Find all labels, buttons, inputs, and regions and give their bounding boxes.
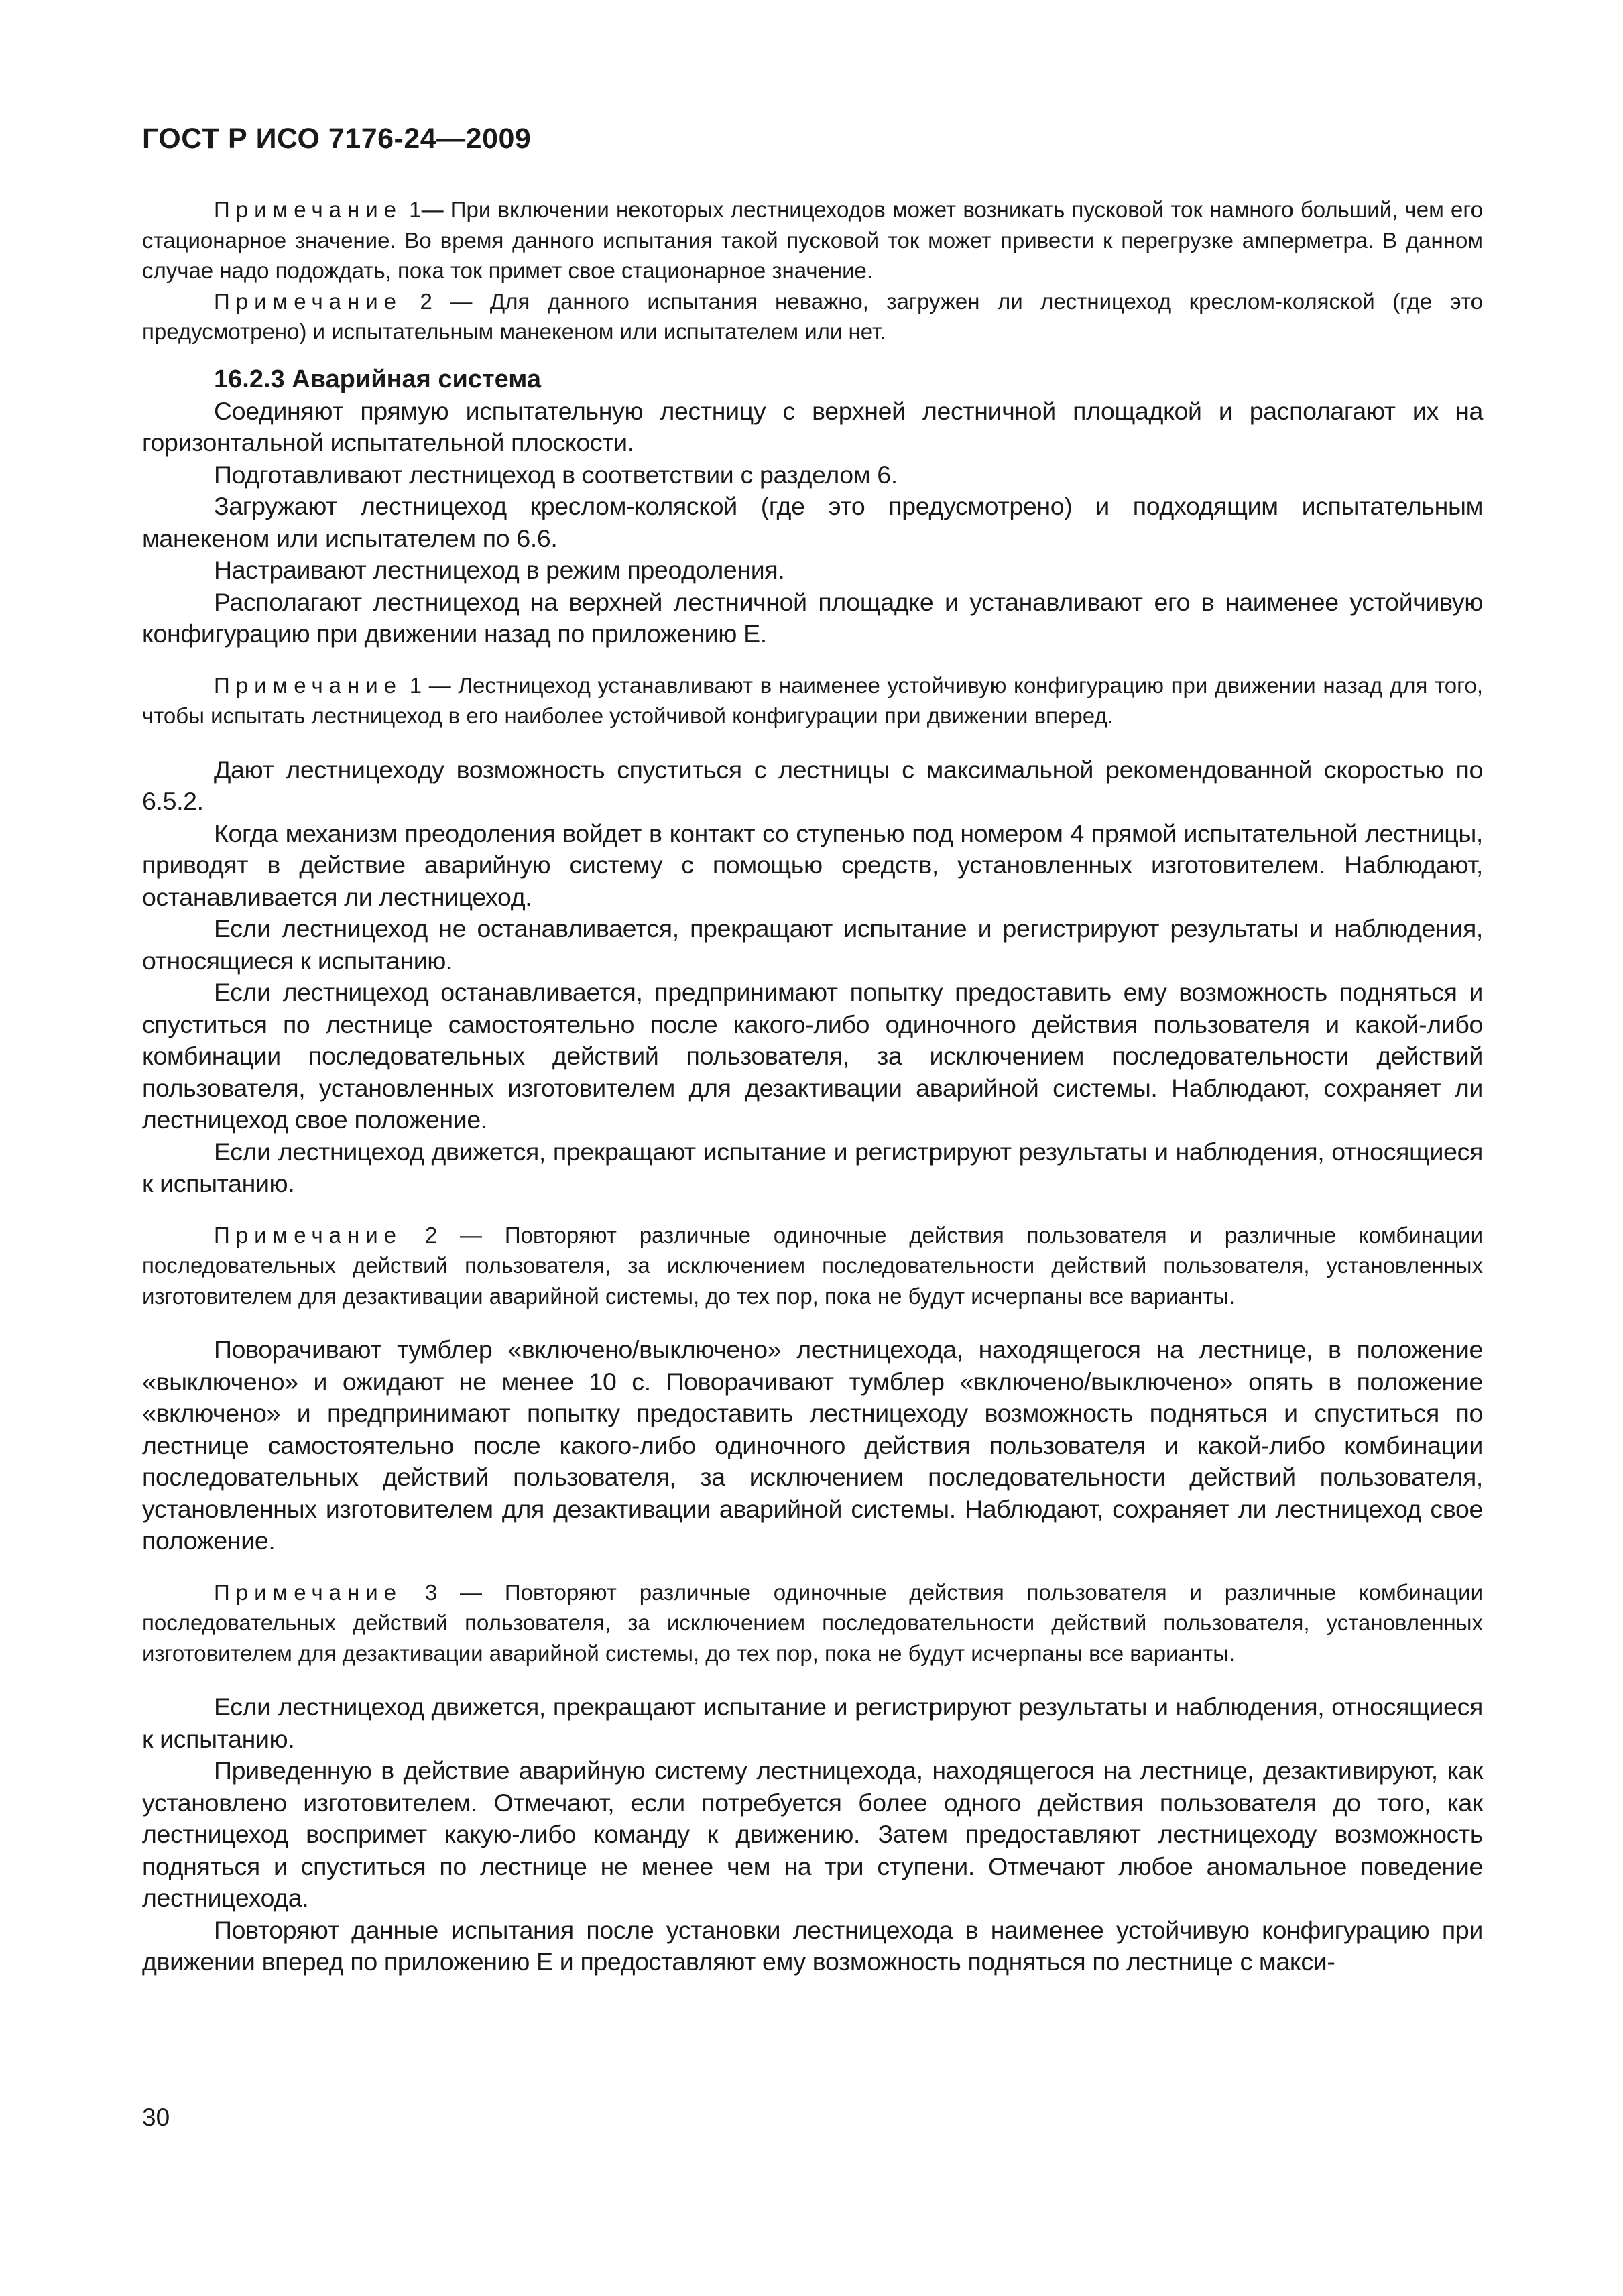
paragraph: Если лестницеход не останавливается, прекращают испытание и регистрируют результаты и наблюдения, относящиеся к испытанию. xyxy=(142,914,1483,975)
note-label: Примечание xyxy=(214,672,403,698)
paragraph: Когда механизм преодоления войдет в контакт со ступенью под номером 4 прямой испытательной лестницы, приводят в действие аварийную систему с помощью средств, установленных изготовителем. Наблюдают, останавливается ли лестницеход. xyxy=(142,819,1483,911)
paragraph: Соединяют прямую испытательную лестницу с верхней лестничной площадкой и располагают их на горизонтальной испытательной плоскости. xyxy=(142,396,1483,457)
note-text: 1— При включении некоторых лестницеходов может возникать пусковой ток намного больший, чем его стационарное значение. Во время данного испытания такой пусковой ток может привести к перегрузке амперметра. В данном случае надо подождать, пока ток примет свое стационарное значение. xyxy=(142,197,1483,283)
note-text: 2 — Для данного испытания неважно, загружен ли лестницеход креслом-коляской (где это предусмотрено) и испытательным манекеном или испытателем или нет. xyxy=(142,288,1483,344)
note-text: 2 — Повторяют различные одиночные действия пользователя и различные комбинации последовательных действий пользователя, за исключением последовательности действий пользователя, установленных изготовителем для дезактивации аварийной системы, до тех пор, пока не будут исчерпаны все варианты. xyxy=(142,1222,1483,1309)
note-4 xyxy=(142,1220,1483,1312)
paragraph: Настраивают лестницеход в режим преодоления. xyxy=(214,556,785,584)
page-number: 30 xyxy=(142,2104,170,2131)
document-body xyxy=(142,194,1483,1978)
note-label: Примечание xyxy=(214,288,403,314)
document-header: ГОСТ Р ИСО 7176-24—2009 xyxy=(142,123,532,155)
note-3 xyxy=(142,670,1483,731)
paragraph: Поворачивают тумблер «включено/выключено» лестницехода, находящегося на лестнице, в положение «выключено» и ожидают не менее 10 с. Поворачивают тумблер «включено/выключено» опять в положение «включено» и предпринимают попытку предоставить лестницеходу возможность подняться и спуститься по лестнице самостоятельно после какого-либо одиночного действия пользователя и какой-либо комбинации последовательных действий пользователя, за исключением последовательности действий пользователя, установленных изготовителем для дезактивации аварийной системы. Наблюдают, сохраняет ли лестницеход свое положение. xyxy=(142,1335,1483,1555)
paragraph: Приведенную в действие аварийную систему лестницехода, находящегося на лестнице, дезактивируют, как установлено изготовителем. Отмечают, если потребуется более одного действия пользователя до того, как лестницеход воспримет какую-либо команду к движению. Затем предоставляют лестницеходу возможность подняться и спуститься по лестнице не менее чем на три ступени. Отмечают любое аномальное поведение лестницехода. xyxy=(142,1756,1483,1912)
paragraph: Если лестницеход останавливается, предпринимают попытку предоставить ему возможность подняться и спуститься по лестнице самостоятельно после какого-либо одиночного действия пользователя и какой-либо комбинации последовательных действий пользователя, за исключением последовательности действий пользователя, установленных изготовителем для дезактивации аварийной системы. Наблюдают, сохраняет ли лестницеход свое положение. xyxy=(142,978,1483,1134)
paragraph: Дают лестницеходу возможность спуститься с лестницы с максимальной рекомендованной скоростью по 6.5.2. xyxy=(142,755,1483,815)
note-5 xyxy=(142,1577,1483,1669)
note-1 xyxy=(142,194,1483,286)
paragraph: Располагают лестницеход на верхней лестничной площадке и устанавливают его в наименее устойчивую конфигурацию при движении назад по приложению Е. xyxy=(142,587,1483,648)
note-text: 1 — Лестницеход устанавливают в наименее устойчивую конфигурацию при движении назад для того, чтобы испытать лестницеход в его наиболее устойчивой конфигурации при движении вперед. xyxy=(142,672,1483,728)
note-label: Примечание xyxy=(214,1579,403,1605)
paragraph: Если лестницеход движется, прекращают испытание и регистрируют результаты и наблюдения, относящиеся к испытанию. xyxy=(142,1137,1483,1197)
note-2 xyxy=(142,286,1483,347)
paragraph: Загружают лестницеход креслом-коляской (где это предусмотрено) и подходящим испытательным манекеном или испытателем по 6.6. xyxy=(142,492,1483,552)
paragraph: Повторяют данные испытания после установки лестницехода в наименее устойчивую конфигурацию при движении вперед по приложению Е и предоставляют ему возможность подняться по лестнице с макси- xyxy=(142,1915,1483,1976)
paragraph: Подготавливают лестницеход в соответствии с разделом 6. xyxy=(214,460,898,489)
note-text: 3 — Повторяют различные одиночные действия пользователя и различные комбинации последовательных действий пользователя, за исключением последовательности действий пользователя, установленных изготовителем для дезактивации аварийной системы, до тех пор, пока не будут исчерпаны все варианты. xyxy=(142,1579,1483,1666)
section-heading: 16.2.3 Аварийная система xyxy=(214,365,542,394)
paragraph: Если лестницеход движется, прекращают испытание и регистрируют результаты и наблюдения, относящиеся к испытанию. xyxy=(142,1693,1483,1753)
note-label: Примечание xyxy=(214,1222,403,1248)
note-label: Примечание xyxy=(214,197,403,222)
